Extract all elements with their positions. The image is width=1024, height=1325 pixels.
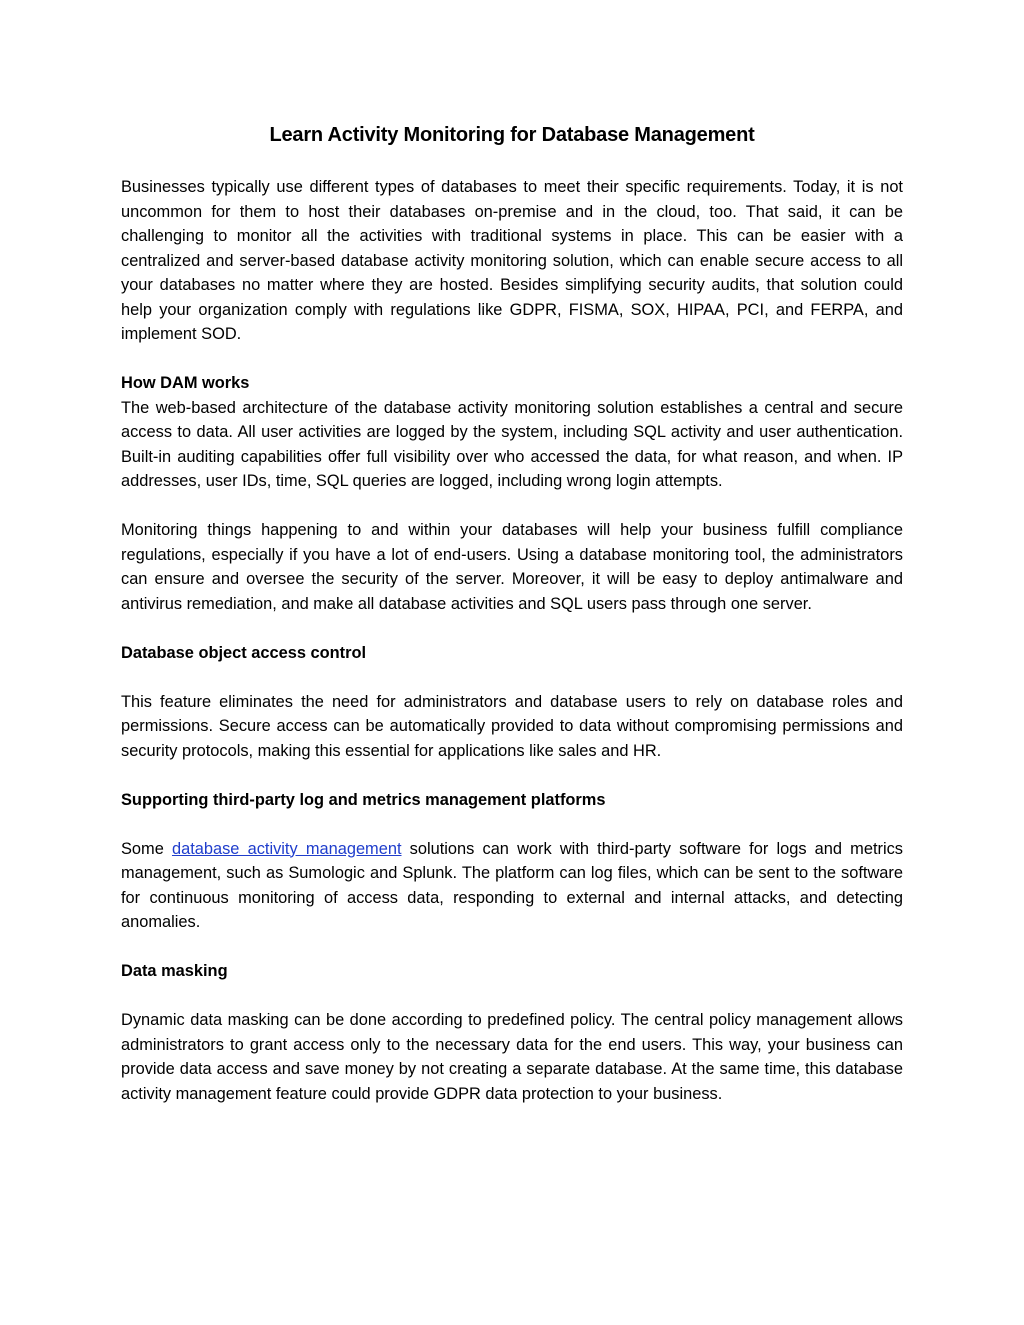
spacer <box>121 494 903 519</box>
section-paragraph <box>121 837 903 935</box>
section-paragraph: Monitoring things happening to and within your databases will help your business fulfill compliance regulations, especially if you have a lot of end-users. Using a database monitoring tool, the administrators can ensure and oversee the security of the server. Moreover, it will be easy to deploy antimalware and antivirus remediation, and make all database activities and SQL users pass through one server. <box>121 521 903 613</box>
paragraph-text: solutions can work with third-party software for logs and metrics management, such as Sumologic and Splunk. The platform can log files, which can be sent to the software for continuous monitoring of access data, responding to external and internal attacks, and detecting anomalies. <box>121 839 903 931</box>
section-heading: How DAM works <box>121 374 250 392</box>
section-heading: Database object access control <box>121 643 367 662</box>
spacer <box>121 935 903 960</box>
spacer <box>121 984 903 1009</box>
spacer <box>121 616 903 641</box>
spacer <box>121 665 903 690</box>
paragraph-text: Some <box>121 839 172 858</box>
section-paragraph: Dynamic data masking can be done according to predefined policy. The central policy management allows administrators to grant access only to the necessary data for the end users. This way, your business can provide data access and save money by not creating a separate database. At the same time, this database activity management feature could provide GDPR data protection to your business. <box>121 1011 903 1103</box>
section-how-dam-works <box>121 371 903 616</box>
section-object-access-control <box>121 641 903 764</box>
section-paragraph: This feature eliminates the need for administrators and database users to rely on database roles and permissions. Secure access can be automatically provided to data without compromising permissions and security protocols, making this essential for applications like sales and HR. <box>121 692 903 760</box>
section-paragraph: The web-based architecture of the database activity monitoring solution establishes a central and secure access to data. All user activities are logged by the system, including SQL activity and user authentication. Built-in auditing capabilities offer full visibility over who accessed the data, for what reason, and when. IP addresses, user IDs, time, SQL queries are logged, including wrong login attempts. <box>121 398 903 490</box>
spacer <box>121 812 903 837</box>
spacer <box>121 347 903 372</box>
spacer <box>121 763 903 788</box>
section-heading: Supporting third-party log and metrics management platforms <box>121 790 606 809</box>
document-body <box>121 120 903 1106</box>
section-data-masking <box>121 959 903 1106</box>
intro-paragraph: Businesses typically use different types of databases to meet their specific requirements. Today, it is not uncommon for them to host their databases on-premise and in the cloud, too. That said, it can be challenging to monitor all the activities with traditional systems in place. This can be easier with a centralized and server-based database activity monitoring solution, which can enable secure access to all your databases no matter where they are hosted. Besides simplifying security audits, that solution could help your organization comply with regulations like GDPR, FISMA, SOX, HIPAA, PCI, and FERPA, and implement SOD. <box>121 178 903 343</box>
database-activity-management-link[interactable]: database activity management <box>171 839 402 858</box>
page-title: Learn Activity Monitoring for Database Management <box>269 124 755 146</box>
section-heading: Data masking <box>121 962 228 980</box>
section-third-party-platforms <box>121 788 903 935</box>
